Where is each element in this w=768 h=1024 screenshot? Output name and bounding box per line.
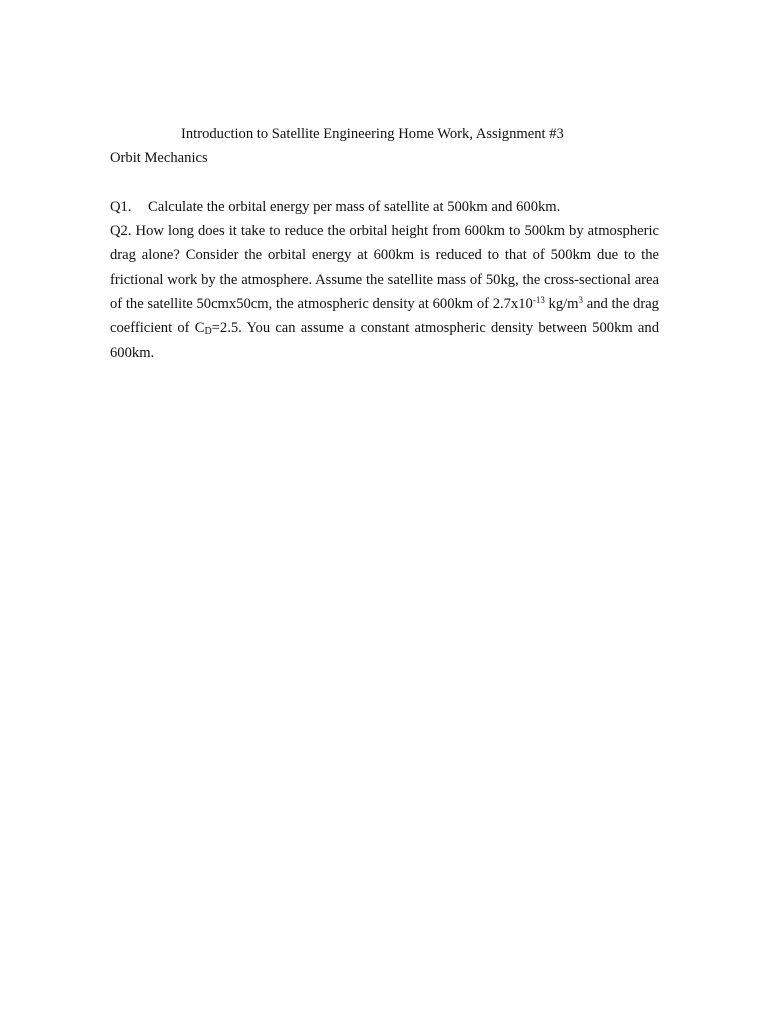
- question-2-text-part2: and the drag coefficient of C: [110, 296, 659, 337]
- density-exponent: -13: [532, 295, 545, 306]
- blank-line: [110, 171, 659, 195]
- document-page: [110, 122, 659, 365]
- density-unit: kg/m: [548, 296, 579, 313]
- question-1: [110, 195, 659, 219]
- question-2-text-part1: How long does it take to reduce the orbital height from 600km to 500km by atmospheric drag alone? Consider the orbital energy at 600km is reduced to that of 500km due to the frictional work by the atmosphere. Assume the satellite mass of 50kg, the cross-sectional area of the satellite 50cmx50cm, the atmospheric density at 600km of 2.7x10: [110, 223, 659, 313]
- question-1-text: Calculate the orbital energy per mass of satellite at 500km and 600km.: [148, 198, 561, 215]
- unit-exponent: 3: [578, 295, 584, 306]
- question-1-number: Q1.: [110, 198, 132, 215]
- document-title: Introduction to Satellite Engineering Home Work, Assignment #3: [181, 126, 564, 142]
- question-2-text-part3: =2.5. You can assume a constant atmospheric density between 500km and 600km.: [110, 320, 660, 361]
- drag-subscript: D: [204, 326, 212, 338]
- document-subtitle: Orbit Mechanics: [110, 150, 208, 167]
- question-2-number: Q2.: [110, 223, 132, 240]
- question-2: [110, 219, 659, 365]
